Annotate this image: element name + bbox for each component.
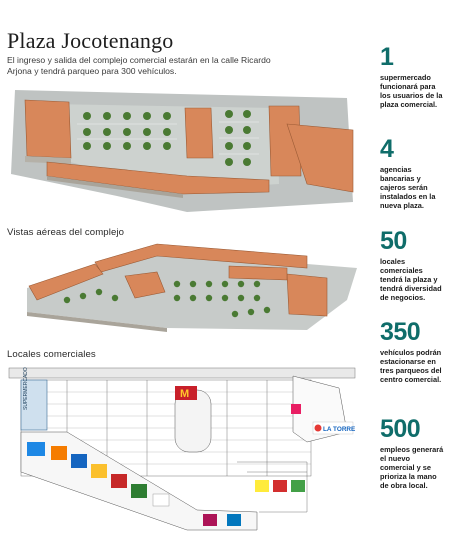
stat-banks — [380, 136, 446, 210]
plan-label-brand: LA TORRE — [323, 426, 356, 433]
stat-number: 4 — [380, 135, 394, 163]
stat-supermarket — [380, 44, 446, 109]
stat-text: supermercado funcionará para los usuarios de la plaza comercial. — [380, 73, 443, 109]
stat-text: empleos generará el nuevo comercial y se prioriza la mano de obra local. — [380, 445, 444, 490]
site-plan — [7, 362, 357, 540]
stat-number: 350 — [380, 318, 421, 346]
stat-number: 50 — [380, 227, 407, 255]
plan-label-anchor: SUPERMERCADO — [23, 367, 29, 410]
caption-commercial: Locales comerciales — [7, 349, 96, 360]
caption-aerial: Vistas aéreas del complejo — [7, 227, 125, 238]
page-subtitle: El ingreso y salida del complejo comercial estarán en la calle Ricardo Arjona y tendrá parqueo para 300 vehículos. — [7, 55, 271, 76]
stat-jobs — [380, 416, 446, 490]
page-title: Plaza Jocotenango — [7, 28, 174, 53]
stat-number: 500 — [380, 415, 421, 443]
stat-stores — [380, 228, 446, 302]
svg-text:M: M — [180, 388, 190, 400]
aerial-render-top — [7, 84, 357, 212]
stat-vehicles — [380, 319, 446, 384]
stat-text: locales comerciales tendrá la plaza y tendrá diversidad de negocios. — [380, 257, 442, 302]
stat-number: 1 — [380, 43, 394, 71]
stat-text: agencias bancarias y cajeros serán instalados en la nueva plaza. — [380, 165, 436, 210]
aerial-render-bottom — [7, 240, 359, 332]
stat-text: vehículos podrán estacionarse en tres parqueos del centro comercial. — [380, 348, 442, 384]
